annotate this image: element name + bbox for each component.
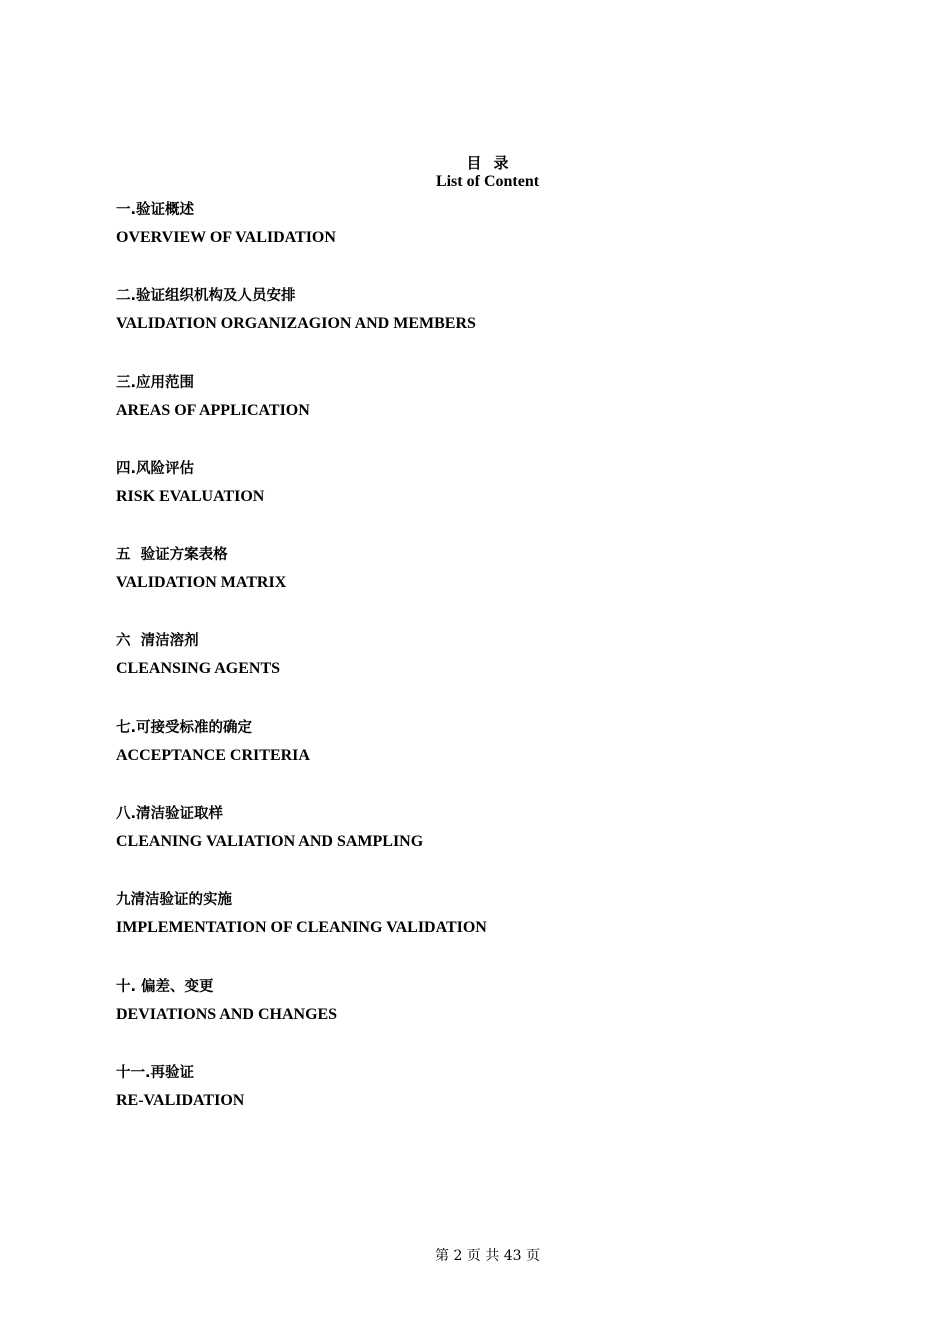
toc-entry	[116, 286, 487, 372]
toc-entry-title-cn: 四.风险评估	[116, 460, 195, 477]
toc-entry	[116, 373, 487, 459]
toc-entry-title-cn: 二.验证组织机构及人员安排	[116, 288, 296, 305]
toc-entry-title-en: IMPLEMENTATION OF CLEANING VALIDATION	[116, 919, 487, 937]
page-number-footer: 第 2 页 共 43 页	[435, 1248, 540, 1264]
toc-entry-title-en: AREAS OF APPLICATION	[116, 401, 310, 419]
page-title-cn: 目录	[466, 154, 521, 172]
toc-entry-title-cn: 五 验证方案表格	[116, 547, 228, 564]
toc-entry-title-cn: 九清洁验证的实施	[116, 892, 232, 909]
toc-entry	[116, 200, 487, 286]
toc-entry-title-en: DEVIATIONS AND CHANGES	[116, 1005, 338, 1023]
toc-entry	[116, 545, 487, 631]
toc-entry-title-en: RE-VALIDATION	[116, 1091, 245, 1109]
table-of-contents	[116, 200, 487, 1149]
toc-entry-title-cn: 十. 偏差、变更	[116, 978, 214, 995]
toc-entry-title-en: ACCEPTANCE CRITERIA	[116, 746, 310, 764]
toc-entry-title-en: RISK EVALUATION	[116, 487, 265, 505]
toc-entry	[116, 459, 487, 545]
toc-entry-title-cn: 三.应用范围	[116, 374, 195, 391]
toc-entry-title-cn: 七.可接受标准的确定	[116, 719, 253, 736]
toc-entry-title-en: CLEANING VALIATION AND SAMPLING	[116, 833, 424, 851]
toc-entry-title-cn: 八.清洁验证取样	[116, 806, 224, 823]
toc-entry	[116, 890, 487, 976]
toc-entry-title-en: OVERVIEW OF VALIDATION	[116, 229, 336, 246]
toc-entry-title-en: CLEANSING AGENTS	[116, 660, 281, 678]
page-title-en: List of Content	[435, 173, 540, 190]
toc-entry	[116, 1063, 487, 1149]
toc-entry	[116, 718, 487, 804]
toc-entry	[116, 631, 487, 717]
toc-entry-title-en: VALIDATION ORGANIZAGION AND MEMBERS	[116, 315, 476, 333]
toc-entry-title-cn: 六 清洁溶剂	[116, 633, 199, 650]
toc-entry	[116, 804, 487, 890]
page-heading	[0, 153, 950, 191]
toc-entry-title-cn: 一.验证概述	[116, 202, 195, 218]
toc-entry-title-cn: 十一.再验证	[116, 1064, 195, 1081]
toc-entry-title-en: VALIDATION MATRIX	[116, 574, 287, 592]
toc-entry	[116, 977, 487, 1063]
